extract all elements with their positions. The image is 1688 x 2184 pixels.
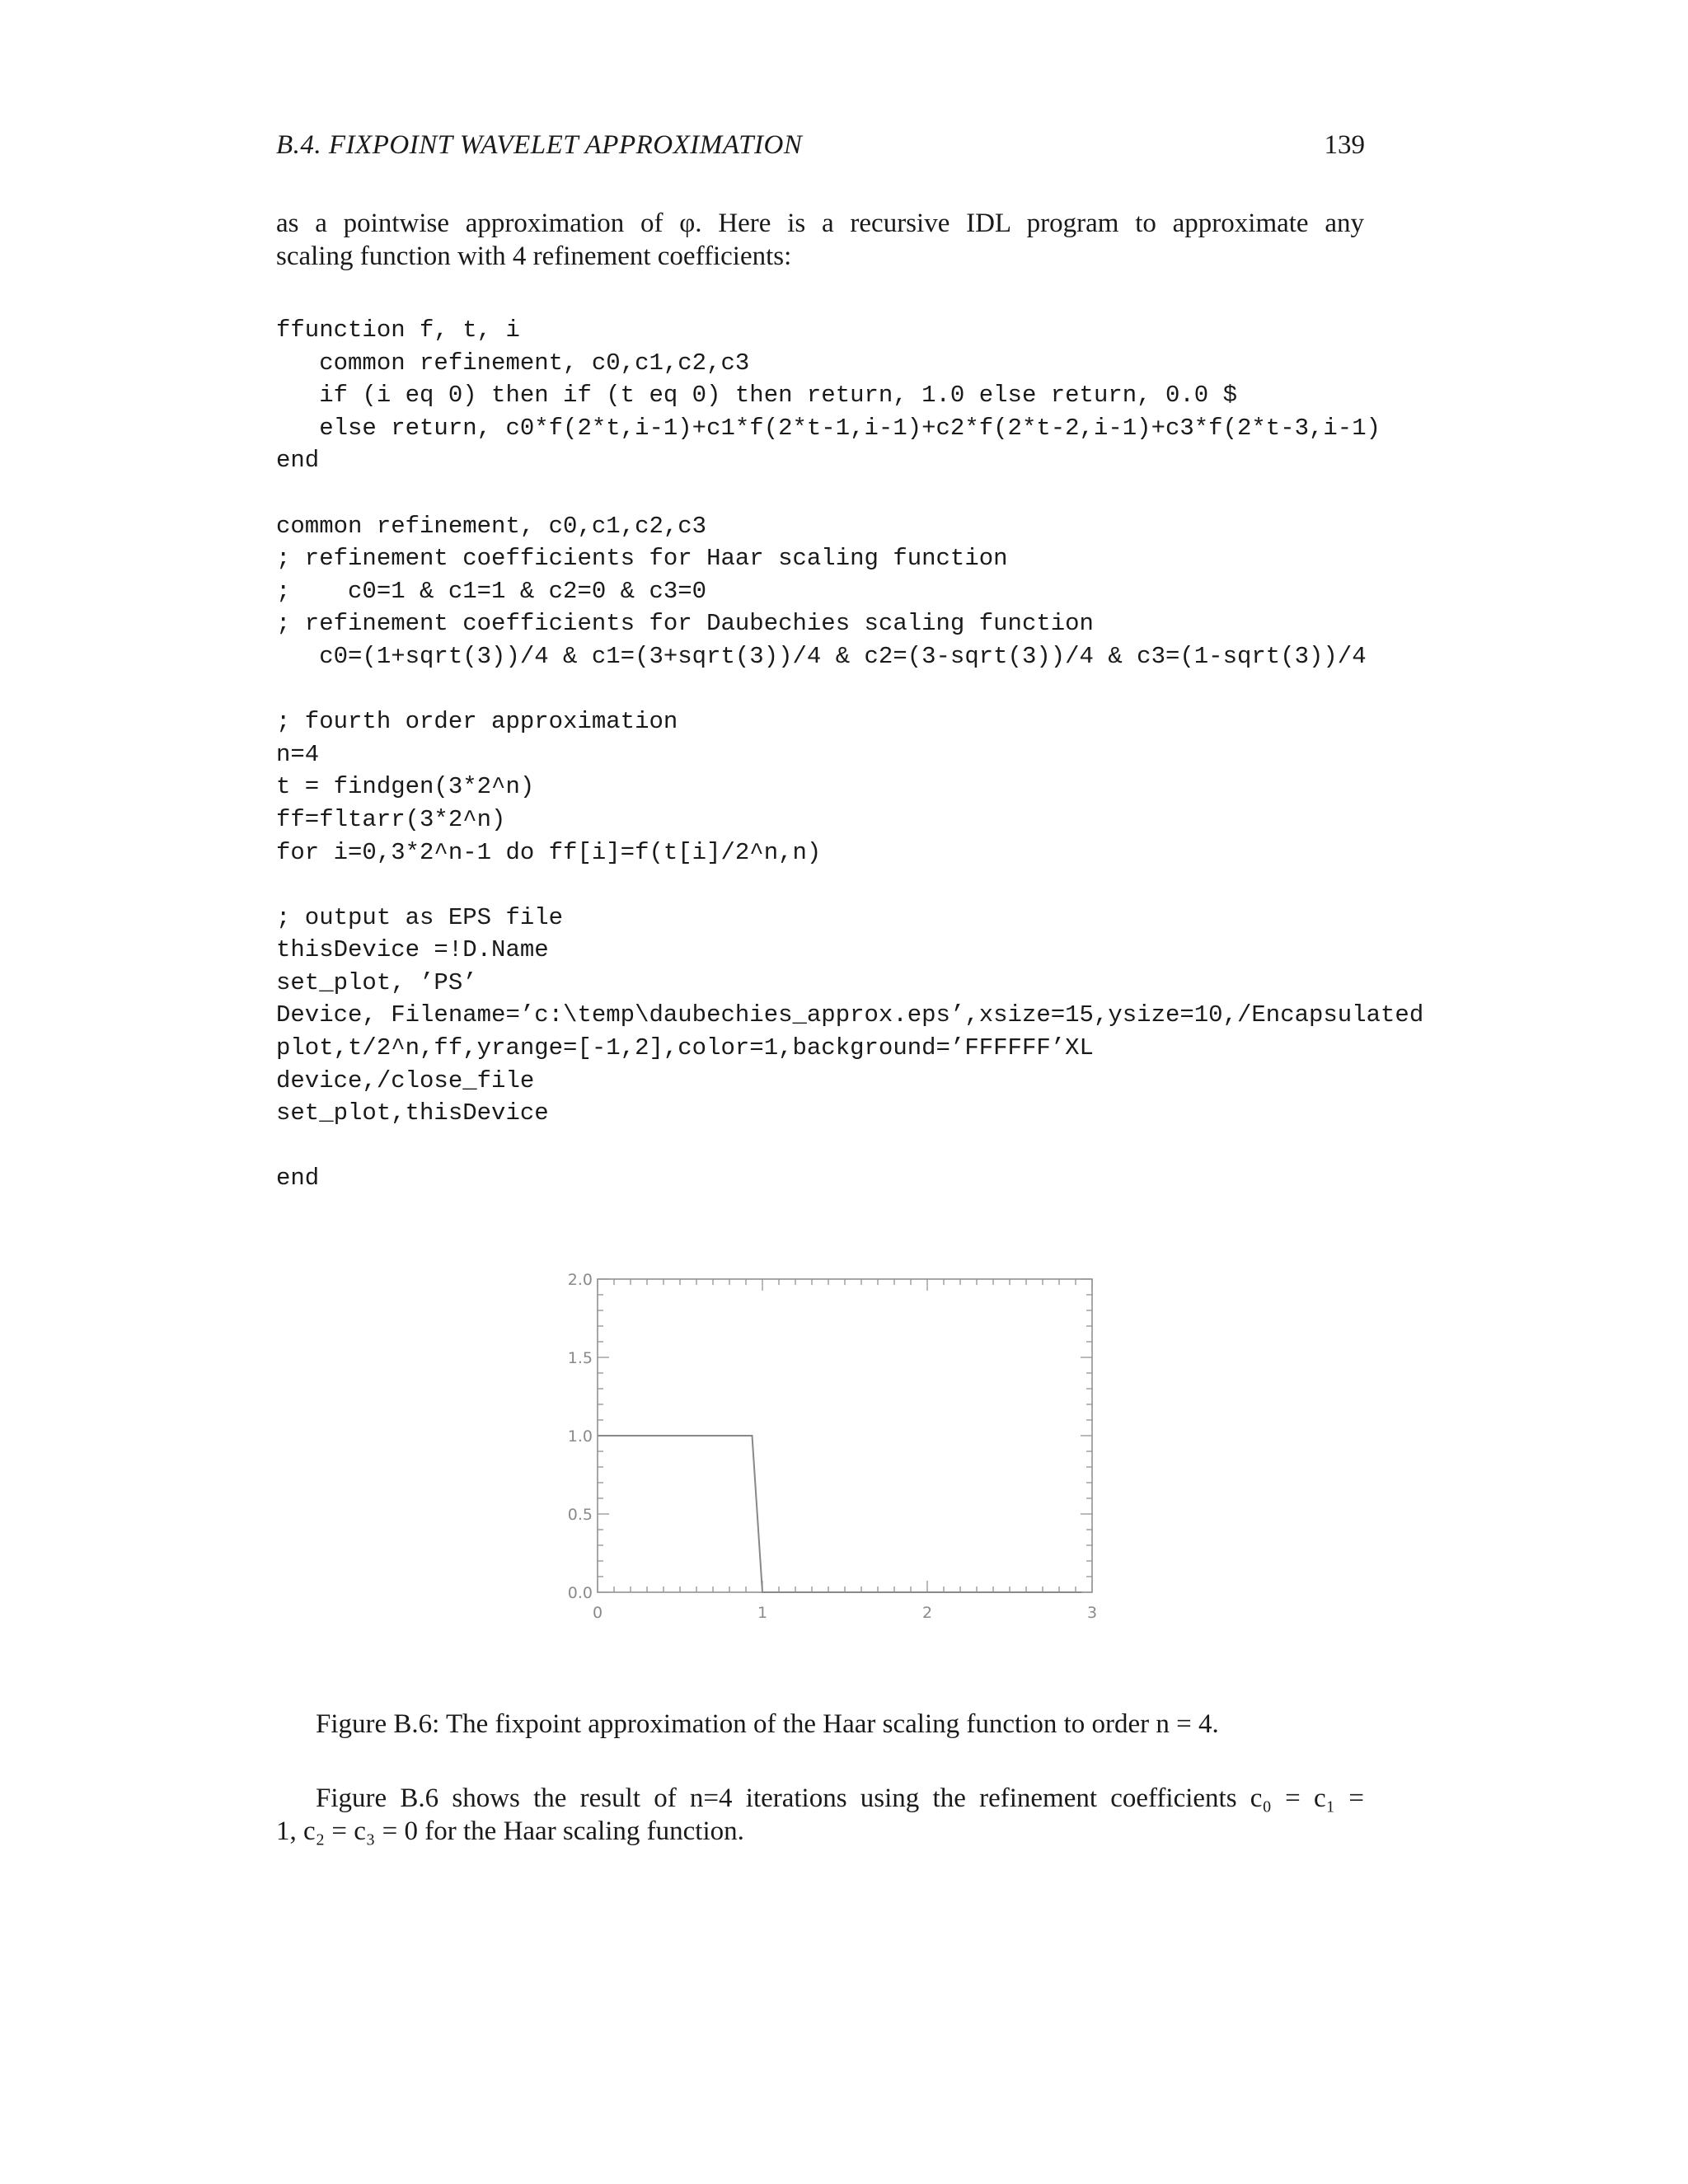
y-tick-label: 0.0 <box>567 1584 593 1602</box>
closing-paragraph <box>276 1782 1364 1848</box>
code-line: end <box>276 1165 320 1193</box>
code-line: common refinement, c0,c1,c2,c3 <box>276 349 750 377</box>
code-line: t = findgen(3*2^n) <box>276 773 535 801</box>
code-line: ; output as EPS file <box>276 903 564 931</box>
code-line: ff=fltarr(3*2^n) <box>276 805 506 833</box>
code-line: common refinement, c0,c1,c2,c3 <box>276 512 707 540</box>
intro-line-1: as a pointwise approximation of φ. Here is a recursive IDL program to approximate any <box>276 209 1364 238</box>
intro-paragraph <box>276 207 1364 273</box>
code-line: ffunction f, t, i <box>276 316 520 344</box>
running-head: B.4. FIXPOINT WAVELET APPROXIMATION <box>276 130 803 160</box>
intro-line-2: scaling function with 4 refinement coefficients: <box>276 241 792 271</box>
code-line: c0=(1+sqrt(3))/4 & c1=(3+sqrt(3))/4 & c2=(3-sqrt(3))/4 & c3=(1-sqrt(3))/4 <box>276 642 1367 670</box>
y-tick-label: 1.5 <box>567 1349 593 1367</box>
y-tick-label: 2.0 <box>567 1271 593 1289</box>
code-line: if (i eq 0) then if (t eq 0) then return, 1.0 else return, 0.0 $ <box>276 382 1237 410</box>
code-line: else return, c0*f(2*t,i-1)+c1*f(2*t-1,i-1)+c2*f(2*t-2,i-1)+c3*f(2*t-3,i-1) <box>276 414 1381 442</box>
code-line: plot,t/2^n,ff,yrange=[-1,2],color=1,background=’FFFFFF’XL <box>276 1034 1094 1062</box>
x-tick-label: 2 <box>921 1604 933 1622</box>
code-line: for i=0,3*2^n-1 do ff[i]=f(t[i]/2^n,n) <box>276 838 822 866</box>
code-line: n=4 <box>276 740 320 768</box>
code-line: end <box>276 447 320 475</box>
code-listing <box>276 314 1423 1195</box>
code-line: Device, Filename=’c:\temp\daubechies_approx.eps’,xsize=15,ysize=10,/Encapsulated <box>276 1001 1424 1029</box>
code-line: ; c0=1 & c1=1 & c2=0 & c3=0 <box>276 577 707 605</box>
code-line: ; refinement coefficients for Daubechies scaling function <box>276 610 1094 638</box>
closing-line-1: Figure B.6 shows the result of n=4 iterations using the refinement coefficients c₀ = c₁ = <box>316 1783 1364 1813</box>
figure-caption: Figure B.6: The fixpoint approximation of the Haar scaling function to order n = 4. <box>316 1709 1219 1739</box>
code-line: device,/close_file <box>276 1066 535 1094</box>
figure-haar-approximation <box>544 1269 1121 1648</box>
x-tick-label: 3 <box>1086 1604 1098 1622</box>
x-tick-label: 1 <box>757 1604 768 1622</box>
y-tick-label: 0.5 <box>567 1506 593 1524</box>
y-tick-label: 1.0 <box>567 1427 593 1446</box>
code-line: ; refinement coefficients for Haar scaling function <box>276 545 1008 573</box>
x-tick-label: 0 <box>592 1604 603 1622</box>
haar-chart <box>544 1269 1121 1648</box>
code-line: set_plot, ’PS’ <box>276 968 477 996</box>
closing-line-2: 1, c₂ = c₃ = 0 for the Haar scaling function. <box>276 1816 744 1846</box>
code-line: thisDevice =!D.Name <box>276 936 549 964</box>
page-number: 139 <box>1324 130 1365 160</box>
code-line: ; fourth order approximation <box>276 708 678 736</box>
code-line: set_plot,thisDevice <box>276 1099 549 1127</box>
haar-approximation-line <box>598 1436 1082 1592</box>
